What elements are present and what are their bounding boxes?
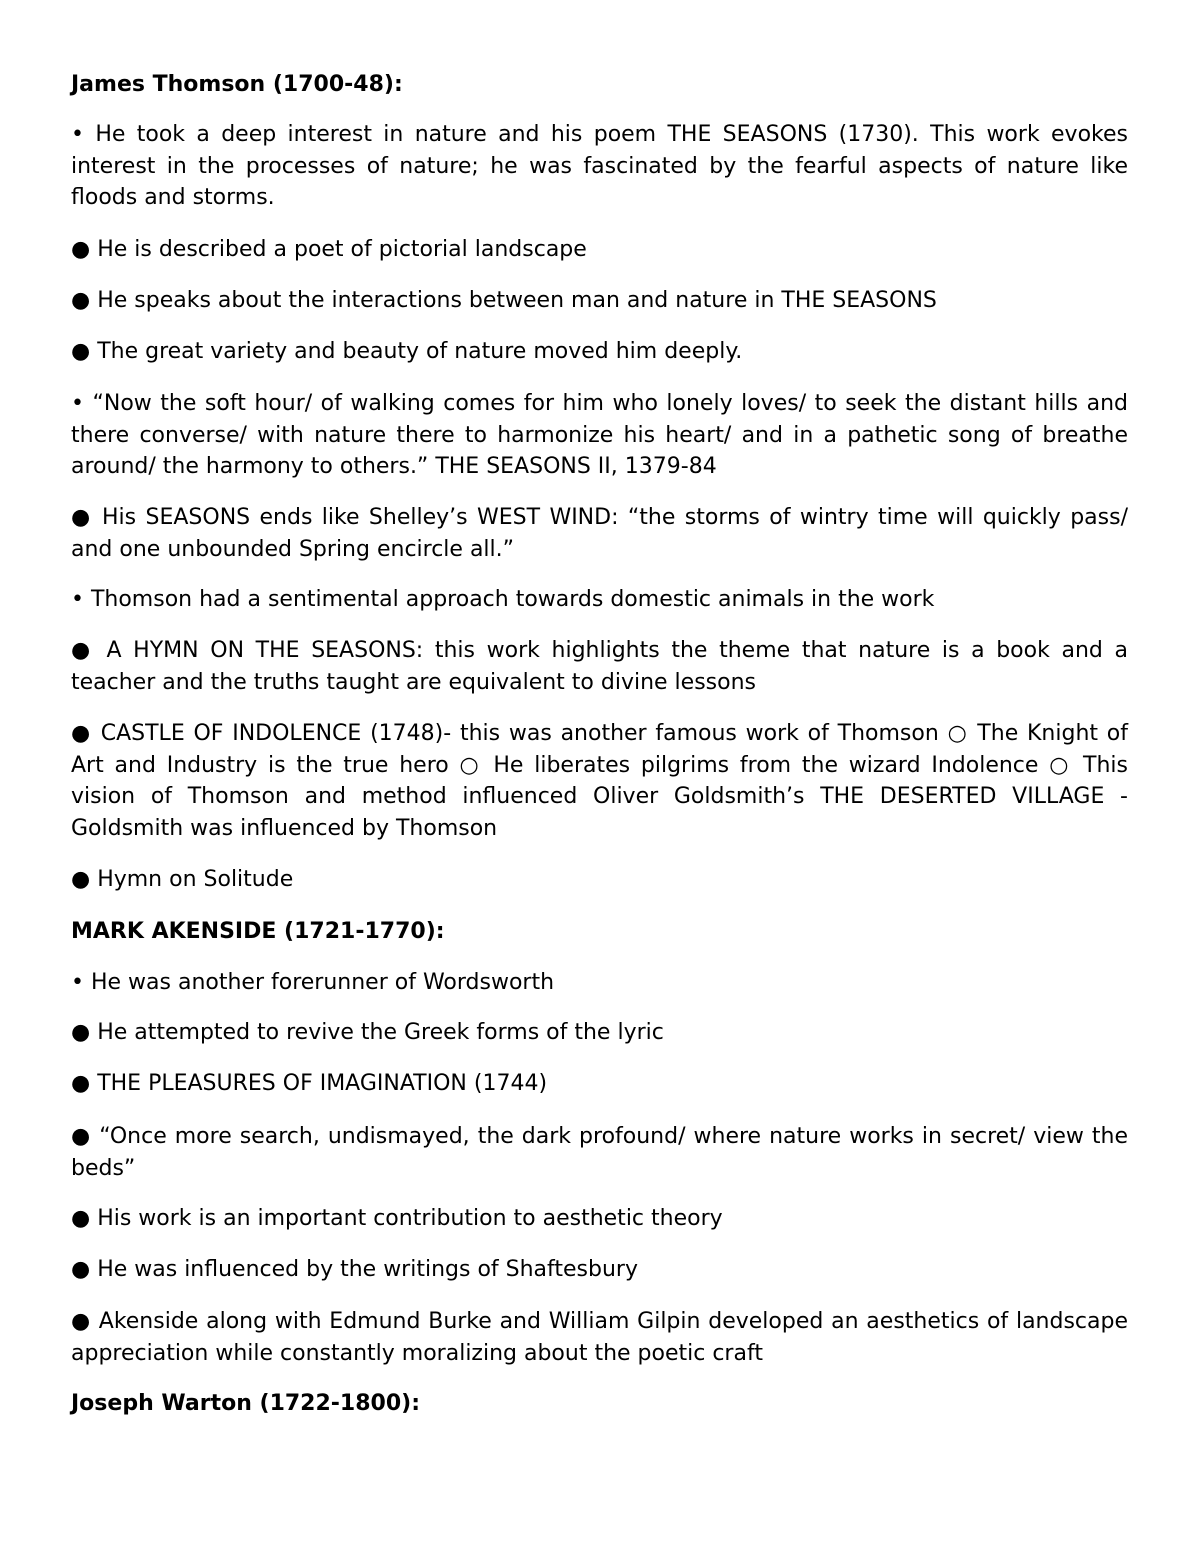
paragraph: ● “Once more search, undismayed, the dark profound/ where nature works in secret/ view the beds” bbox=[71, 1124, 1128, 1181]
section-heading-akenside: MARK AKENSIDE (1721-1770): bbox=[71, 919, 445, 944]
paragraph: ● He is described a poet of pictorial landscape bbox=[71, 237, 587, 262]
paragraph: ● Akenside along with Edmund Burke and William Gilpin developed an aesthetics of landscape appreciation while constantly moralizing about the poetic craft bbox=[71, 1309, 1128, 1366]
paragraph: ● He was influenced by the writings of Shaftesbury bbox=[71, 1257, 638, 1282]
paragraph: ● The great variety and beauty of nature moved him deeply. bbox=[71, 339, 743, 364]
paragraph: • “Now the soft hour/ of walking comes for him who lonely loves/ to seek the distant hills and there converse/ with nature there to harmonize his heart/ and in a pathetic song of breathe around/ the harmony to others.” THE SEASONS II, 1379-84 bbox=[71, 391, 1128, 479]
paragraph: • He was another forerunner of Wordsworth bbox=[71, 970, 555, 995]
paragraph: • Thomson had a sentimental approach towards domestic animals in the work bbox=[71, 587, 935, 612]
paragraph: ● His work is an important contribution to aesthetic theory bbox=[71, 1206, 723, 1231]
paragraph: ● His SEASONS ends like Shelley’s WEST WIND: “the storms of wintry time will quickly pass/ and one unbounded Spring encircle all.” bbox=[71, 505, 1128, 562]
paragraph: ● He attempted to revive the Greek forms of the lyric bbox=[71, 1020, 664, 1045]
section-heading-warton: Joseph Warton (1722-1800): bbox=[71, 1391, 421, 1416]
paragraph: ● Hymn on Solitude bbox=[71, 867, 294, 892]
paragraph: ● He speaks about the interactions between man and nature in THE SEASONS bbox=[71, 288, 937, 313]
section-heading-thomson: James Thomson (1700-48): bbox=[71, 72, 403, 97]
paragraph: ● CASTLE OF INDOLENCE (1748)- this was another famous work of Thomson ○ The Knight of Art and Industry is the true hero ○ He liberates pilgrims from the wizard Indolence ○ This vision of Thomson and method influenced Oliver Goldsmith’s THE DESERTED VILLAGE - Goldsmith was influenced by Thomson bbox=[71, 721, 1128, 841]
paragraph: ● A HYMN ON THE SEASONS: this work highlights the theme that nature is a book and a teacher and the truths taught are equivalent to divine lessons bbox=[71, 638, 1128, 695]
paragraph: ● THE PLEASURES OF IMAGINATION (1744) bbox=[71, 1071, 548, 1096]
paragraph: • He took a deep interest in nature and his poem THE SEASONS (1730). This work evokes interest in the processes of nature; he was fascinated by the fearful aspects of nature like floods and storms. bbox=[71, 122, 1128, 210]
